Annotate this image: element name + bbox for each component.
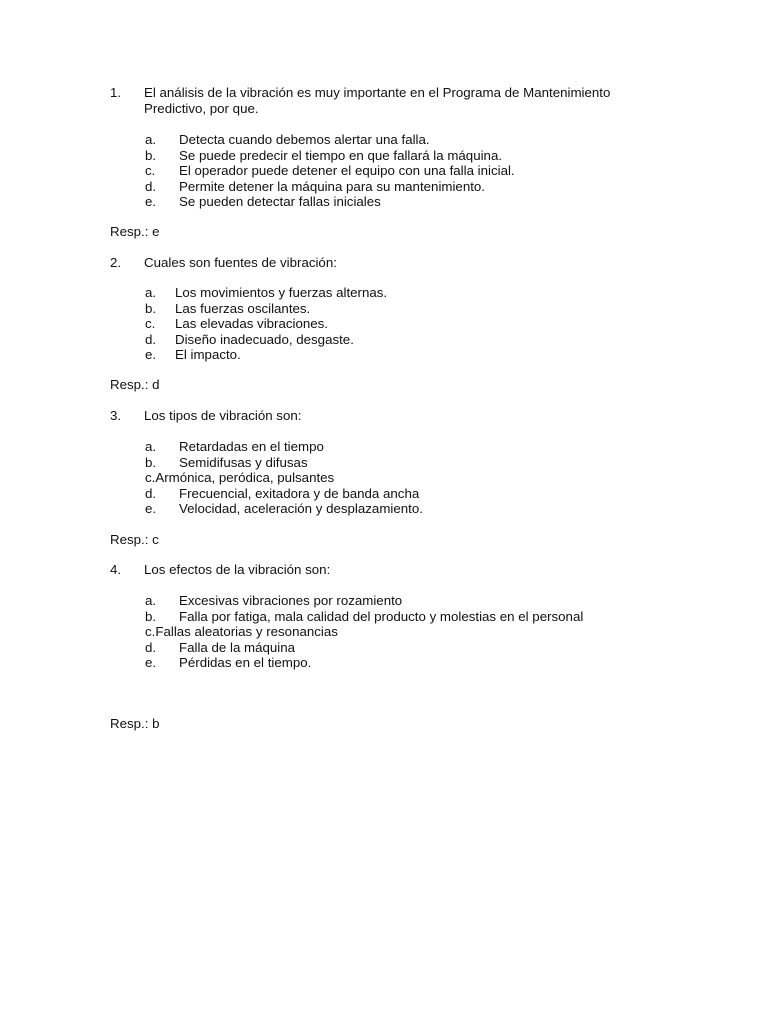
option-letter: e. xyxy=(145,501,157,516)
option-letter: c. xyxy=(145,470,156,485)
option-text: Los movimientos y fuerzas alternas. xyxy=(175,285,388,300)
question-1 xyxy=(110,85,670,116)
option-text: El operador puede detener el equipo con una falla inicial. xyxy=(179,163,515,178)
option-letter: d. xyxy=(145,639,157,655)
option-item xyxy=(145,609,665,625)
option-item xyxy=(145,347,665,363)
option-letter: b. xyxy=(145,147,157,163)
option-item xyxy=(145,640,665,656)
answer-4: Resp.: b xyxy=(110,716,160,731)
option-text: Detecta cuando debemos alertar una falla. xyxy=(179,132,430,147)
option-letter: e. xyxy=(145,194,157,209)
option-letter: d. xyxy=(145,178,157,194)
options-list-1 xyxy=(145,132,665,210)
option-letter: b. xyxy=(145,454,157,470)
option-letter: a. xyxy=(145,439,157,454)
option-item xyxy=(145,316,665,332)
option-letter: d. xyxy=(145,485,157,501)
option-text: Diseño inadecuado, desgaste. xyxy=(175,331,354,347)
option-item xyxy=(145,285,665,301)
option-item xyxy=(145,470,665,486)
question-text: Cuales son fuentes de vibración: xyxy=(144,255,337,270)
option-item xyxy=(145,163,665,179)
question-text: El análisis de la vibración es muy importante en el Programa de Mantenimiento Predictivo, por que. xyxy=(144,85,611,116)
option-letter: c. xyxy=(145,624,156,639)
option-text: Pérdidas en el tiempo. xyxy=(179,655,312,670)
question-number: 1. xyxy=(110,85,122,100)
option-text: Armónica, peródica, pulsantes xyxy=(155,470,335,485)
option-text: Las elevadas vibraciones. xyxy=(175,316,329,331)
option-item xyxy=(145,301,665,317)
question-4 xyxy=(110,562,670,578)
option-text: Fallas aleatorias y resonancias xyxy=(155,624,338,639)
option-text: Frecuencial, exitadora y de banda ancha xyxy=(179,485,420,501)
option-text: Excesivas vibraciones por rozamiento xyxy=(179,593,403,608)
option-item xyxy=(145,501,665,517)
option-text: Permite detener la máquina para su mantenimiento. xyxy=(179,178,485,194)
option-text: Retardadas en el tiempo xyxy=(179,439,324,454)
option-letter: b. xyxy=(145,608,157,624)
answer-3: Resp.: c xyxy=(110,532,159,547)
options-list-3 xyxy=(145,439,665,517)
option-item xyxy=(145,439,665,455)
option-item xyxy=(145,179,665,195)
option-item xyxy=(145,148,665,164)
answer-2: Resp.: d xyxy=(110,377,160,392)
option-item xyxy=(145,194,665,210)
option-letter: a. xyxy=(145,132,157,147)
option-text: Se pueden detectar fallas iniciales xyxy=(179,194,381,209)
option-letter: b. xyxy=(145,300,157,316)
option-item xyxy=(145,624,665,640)
question-3 xyxy=(110,408,670,424)
question-number: 4. xyxy=(110,562,122,577)
option-item xyxy=(145,455,665,471)
option-item xyxy=(145,132,665,148)
option-text: Falla de la máquina xyxy=(179,639,296,655)
option-text: Se puede predecir el tiempo en que fallará la máquina. xyxy=(179,147,503,163)
option-item xyxy=(145,655,665,671)
option-text: Velocidad, aceleración y desplazamiento. xyxy=(179,501,423,516)
option-text: Falla por fatiga, mala calidad del producto y molestias en el personal xyxy=(179,608,584,624)
option-letter: e. xyxy=(145,655,157,670)
option-item xyxy=(145,486,665,502)
option-text: Las fuerzas oscilantes. xyxy=(175,300,311,316)
option-letter: c. xyxy=(145,163,156,178)
option-text: El impacto. xyxy=(175,347,241,362)
option-letter: c. xyxy=(145,316,156,331)
options-list-4 xyxy=(145,593,665,671)
options-list-2 xyxy=(145,285,665,363)
option-letter: e. xyxy=(145,347,157,362)
option-text: Semidifusas y difusas xyxy=(179,454,308,470)
option-letter: a. xyxy=(145,593,157,608)
question-number: 2. xyxy=(110,255,122,270)
option-letter: d. xyxy=(145,331,157,347)
option-item xyxy=(145,332,665,348)
option-letter: a. xyxy=(145,285,157,300)
question-2 xyxy=(110,255,670,271)
question-number: 3. xyxy=(110,408,122,423)
question-text: Los tipos de vibración son: xyxy=(144,408,302,423)
answer-1: Resp.: e xyxy=(110,224,160,239)
option-item xyxy=(145,593,665,609)
question-text: Los efectos de la vibración son: xyxy=(144,562,331,577)
